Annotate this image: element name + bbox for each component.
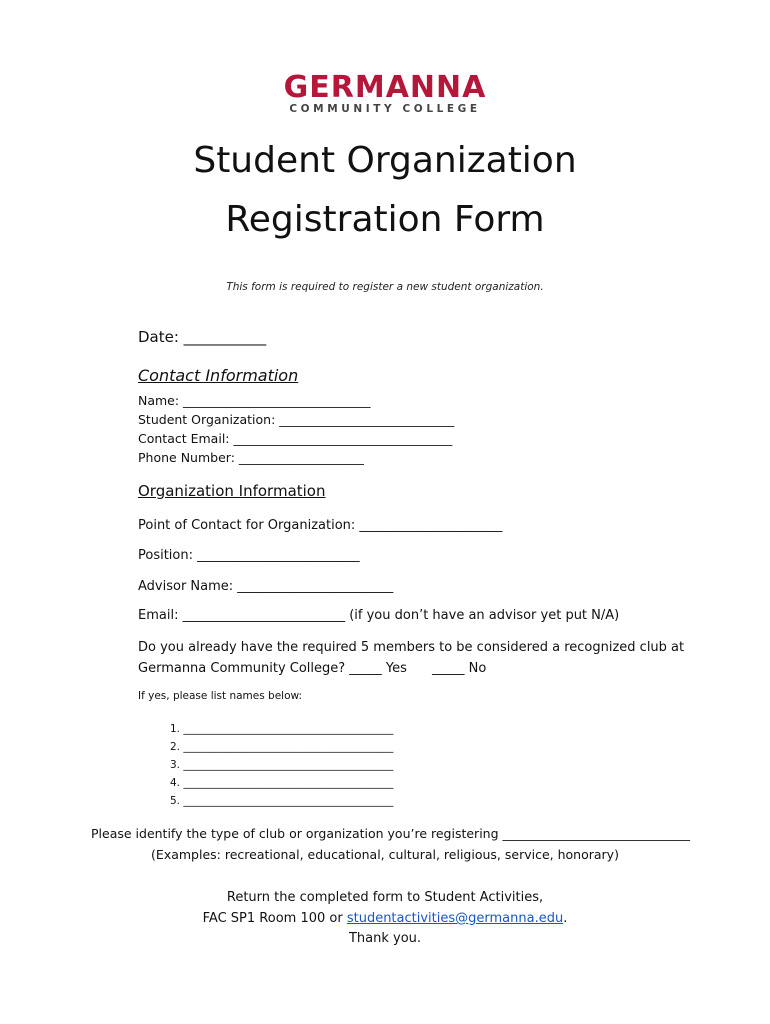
member-name-line[interactable]: 3. ________________________________________ bbox=[170, 759, 394, 771]
member-name-line[interactable]: 4. ________________________________________ bbox=[170, 777, 394, 789]
organization-info-heading: Organization Information bbox=[138, 482, 326, 500]
student-activities-email-link[interactable]: studentactivities@germanna.edu bbox=[346, 911, 564, 926]
member-name-line[interactable]: 1. ________________________________________ bbox=[170, 723, 394, 735]
college-logo-name: GERMANNA bbox=[283, 70, 487, 105]
form-subtitle: This form is required to register a new student organization. bbox=[226, 281, 544, 293]
club-type-examples: (Examples: recreational, educational, cultural, religious, service, honorary) bbox=[151, 847, 619, 862]
contact-email-field[interactable]: Contact Email: ___________________________________ bbox=[138, 431, 453, 446]
position-field[interactable]: Position: _________________________ bbox=[138, 548, 360, 563]
college-logo-tagline: COMMUNITY COLLEGE bbox=[289, 103, 481, 115]
members-question: Do you already have the required 5 members to be considered a recognized club at bbox=[138, 640, 685, 655]
advisor-name-field[interactable]: Advisor Name: ________________________ bbox=[138, 579, 394, 594]
member-list-prompt: If yes, please list names below: bbox=[138, 690, 303, 702]
member-name-line[interactable]: 2. ________________________________________ bbox=[170, 741, 394, 753]
return-location bbox=[0, 911, 770, 926]
member-name-line[interactable]: 5. ________________________________________ bbox=[170, 795, 394, 807]
form-title-line2: Registration Form bbox=[225, 199, 545, 240]
form-title-line1: Student Organization bbox=[193, 140, 577, 181]
members-yes-option[interactable]: Germanna Community College? _____ Yes bbox=[138, 661, 407, 676]
date-field[interactable]: Date: ___________ bbox=[138, 328, 267, 346]
student-organization-field[interactable]: Student Organization: ____________________________ bbox=[138, 412, 455, 427]
point-of-contact-field[interactable]: Point of Contact for Organization: ______________________ bbox=[138, 518, 503, 533]
advisor-email-field[interactable]: Email: _________________________ (if you don’t have an advisor yet put N/A) bbox=[138, 608, 620, 623]
return-location-prefix: FAC SP1 Room 100 or bbox=[202, 911, 347, 926]
return-instructions: Return the completed form to Student Activities, bbox=[226, 890, 544, 905]
contact-info-heading: Contact Information bbox=[138, 366, 299, 385]
return-location-suffix: . bbox=[563, 911, 568, 926]
name-field[interactable]: Name: ______________________________ bbox=[138, 393, 371, 408]
members-no-option[interactable]: _____ No bbox=[432, 661, 487, 676]
thank-you-text: Thank you. bbox=[348, 931, 422, 946]
club-type-field[interactable]: Please identify the type of club or organization you’re registering ______________________________ bbox=[91, 826, 690, 841]
phone-number-field[interactable]: Phone Number: ____________________ bbox=[138, 450, 364, 465]
